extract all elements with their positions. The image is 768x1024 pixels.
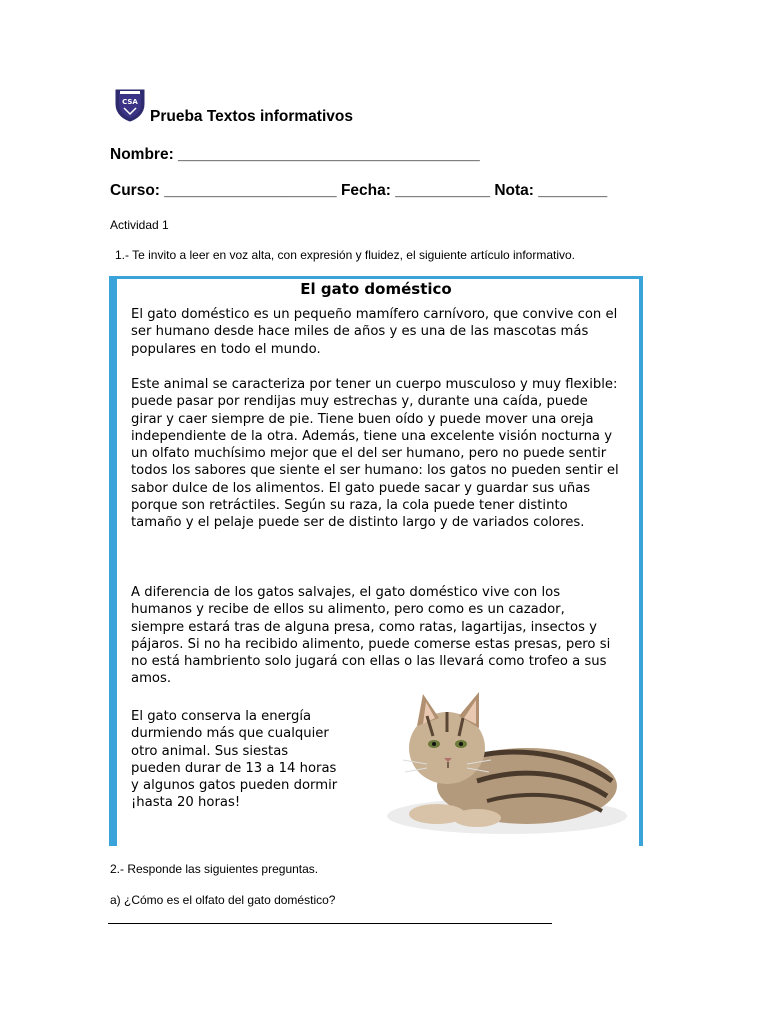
article-top-border [109, 276, 643, 279]
school-crest-logo [114, 88, 146, 122]
question-a: a) ¿Cómo es el olfato del gato doméstico? [110, 893, 336, 907]
answer-line-a[interactable] [108, 923, 552, 924]
article-paragraph-1: El gato doméstico es un pequeño mamífero carnívoro, que convive con el ser humano desde hace miles de años y es una de las mascotas más populares en todo el mundo. [131, 307, 618, 357]
questions-heading: 2.- Responde las siguientes preguntas. [110, 862, 319, 876]
article-paragraph-2: Este animal se caracteriza por tener un cuerpo musculoso y muy flexible: puede pasar por rendijas muy estrechas y, durante una caída, puede girar y caer siempre de pie. Tiene buen oído y puede mover una oreja independiente de la otra. Además, tiene una excelente visión nocturna y un olfato muchísimo mejor que el del ser humano, pero no puede sentir todos los sabores que siente el ser humano: los gatos no pueden sentir el sabor dulce de los alimentos. El gato puede sacar y guardar sus uñas porque son retráctiles. Según su raza, la cola puede tener distinto tamaño y el pelaje puede ser de distinto largo y de variados colores. [131, 377, 619, 531]
article-left-border [109, 276, 117, 846]
nombre-field[interactable]: Nombre: ___________________________________ [110, 146, 480, 163]
logo-text: CSA [122, 98, 138, 106]
article-paragraph-3: A diferencia de los gatos salvajes, el gato doméstico vive con los humanos y recibe de ellos su alimento, pero como es un cazador, siempre estará tras de alguna presa, como ratas, lagartijas, insectos y pájaros. Si no ha recibido alimento, puede comerse estas presas, pero si no está hambriento solo jugará con ellas o las llevará como trofeo a sus amos. [131, 585, 611, 687]
activity-instruction: 1.- Te invito a leer en voz alta, con expresión y fluidez, el siguiente artículo informativo. [115, 248, 576, 262]
page-title: Prueba Textos informativos [150, 108, 353, 125]
article-title: El gato doméstico [300, 280, 452, 298]
activity-label: Actividad 1 [110, 218, 169, 232]
article-right-border [639, 276, 643, 846]
cat-sleep-fact: El gato conserva la energía durmiendo más que cualquier otro animal. Sus siestas pueden durar de 13 a 14 horas y algunos gatos pueden dormir ¡hasta 20 horas! [131, 709, 338, 811]
cat-image [367, 686, 629, 844]
curso-fecha-nota-fields[interactable]: Curso: ____________________ Fecha: ___________ Nota: ________ [110, 182, 608, 199]
article-panel [109, 276, 643, 846]
